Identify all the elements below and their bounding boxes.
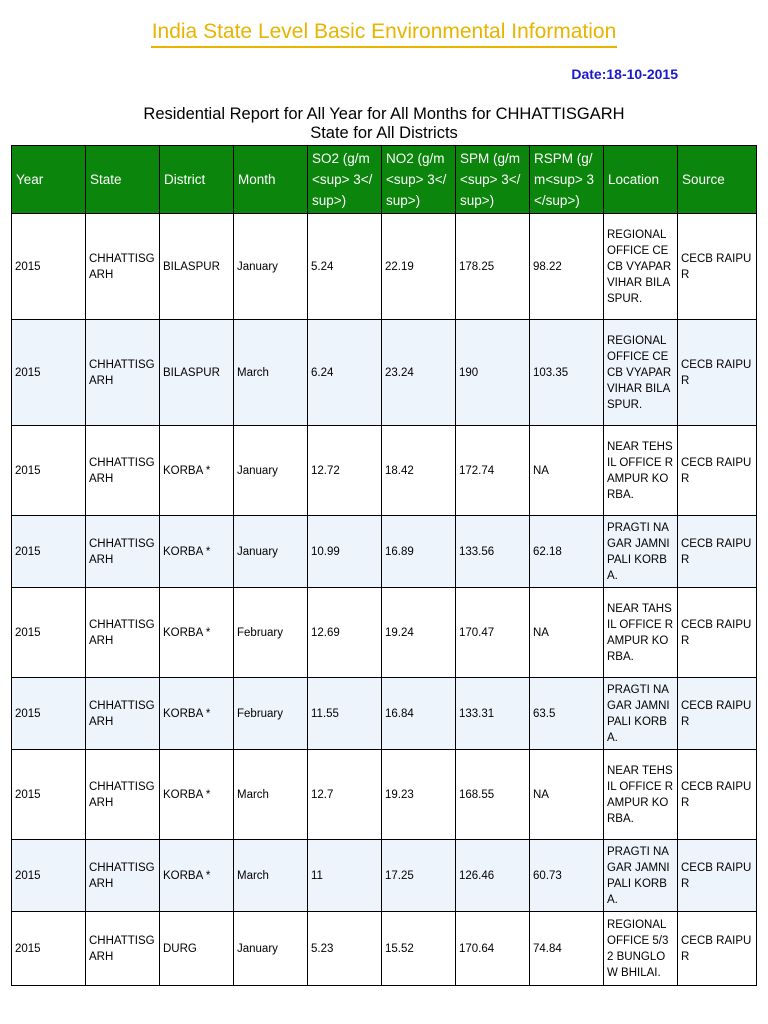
- cell-no2: 17.25: [382, 840, 456, 912]
- cell-so2: 11: [308, 840, 382, 912]
- cell-state: CHHATTISGARH: [86, 426, 160, 516]
- cell-spm: 168.55: [456, 750, 530, 840]
- cell-source: CECB RAIPUR: [678, 214, 757, 320]
- cell-year: 2015: [12, 516, 86, 588]
- cell-location: REGIONAL OFFICE 5/32 BUNGLOW BHILAI.: [604, 912, 678, 986]
- cell-month: February: [234, 588, 308, 678]
- table-row: [12, 750, 757, 840]
- cell-so2: 11.55: [308, 678, 382, 750]
- cell-rspm: 103.35: [530, 320, 604, 426]
- cell-year: 2015: [12, 840, 86, 912]
- cell-month: March: [234, 320, 308, 426]
- cell-year: 2015: [12, 912, 86, 986]
- cell-spm: 170.64: [456, 912, 530, 986]
- cell-rspm: NA: [530, 750, 604, 840]
- cell-so2: 12.69: [308, 588, 382, 678]
- cell-source: CECB RAIPUR: [678, 912, 757, 986]
- cell-month: January: [234, 426, 308, 516]
- cell-state: CHHATTISGARH: [86, 678, 160, 750]
- table-row: [12, 912, 757, 986]
- cell-year: 2015: [12, 426, 86, 516]
- cell-rspm: 98.22: [530, 214, 604, 320]
- cell-source: CECB RAIPUR: [678, 840, 757, 912]
- table-row: [12, 320, 757, 426]
- cell-district: KORBA *: [160, 750, 234, 840]
- cell-district: KORBA *: [160, 516, 234, 588]
- cell-year: 2015: [12, 750, 86, 840]
- cell-location: NEAR TAHSIL OFFICE RAMPUR KORBA.: [604, 588, 678, 678]
- subtitle-line-2: State for All Districts: [310, 124, 458, 142]
- cell-spm: 133.31: [456, 678, 530, 750]
- cell-state: CHHATTISGARH: [86, 750, 160, 840]
- cell-no2: 16.84: [382, 678, 456, 750]
- cell-state: CHHATTISGARH: [86, 840, 160, 912]
- cell-state: CHHATTISGARH: [86, 320, 160, 426]
- cell-rspm: 60.73: [530, 840, 604, 912]
- cell-no2: 23.24: [382, 320, 456, 426]
- cell-source: CECB RAIPUR: [678, 678, 757, 750]
- cell-source: CECB RAIPUR: [678, 426, 757, 516]
- cell-district: KORBA *: [160, 588, 234, 678]
- cell-state: CHHATTISGARH: [86, 912, 160, 986]
- cell-state: CHHATTISGARH: [86, 214, 160, 320]
- cell-district: KORBA *: [160, 426, 234, 516]
- report-subtitle: [0, 105, 768, 143]
- cell-year: 2015: [12, 214, 86, 320]
- col-header-year: Year: [12, 146, 86, 214]
- cell-year: 2015: [12, 320, 86, 426]
- col-header-rspm: RSPM (g/m<sup> 3</sup>): [530, 146, 604, 214]
- cell-spm: 172.74: [456, 426, 530, 516]
- col-header-district: District: [160, 146, 234, 214]
- cell-rspm: NA: [530, 426, 604, 516]
- col-header-source: Source: [678, 146, 757, 214]
- cell-location: REGIONAL OFFICE CECB VYAPAR VIHAR BILASPUR.: [604, 214, 678, 320]
- cell-so2: 12.7: [308, 750, 382, 840]
- cell-source: CECB RAIPUR: [678, 320, 757, 426]
- col-header-location: Location: [604, 146, 678, 214]
- cell-so2: 12.72: [308, 426, 382, 516]
- col-header-no2: NO2 (g/m<sup> 3</sup>): [382, 146, 456, 214]
- cell-location: PRAGTI NAGAR JAMNIPALI KORBA.: [604, 516, 678, 588]
- cell-month: March: [234, 750, 308, 840]
- cell-district: KORBA *: [160, 678, 234, 750]
- table-row: [12, 214, 757, 320]
- cell-no2: 19.23: [382, 750, 456, 840]
- col-header-so2: SO2 (g/m<sup> 3</sup>): [308, 146, 382, 214]
- report-date: Date:18-10-2015: [571, 66, 678, 82]
- cell-state: CHHATTISGARH: [86, 588, 160, 678]
- cell-state: CHHATTISGARH: [86, 516, 160, 588]
- cell-month: January: [234, 516, 308, 588]
- cell-spm: 126.46: [456, 840, 530, 912]
- cell-rspm: 74.84: [530, 912, 604, 986]
- cell-month: January: [234, 214, 308, 320]
- col-header-spm: SPM (g/m<sup> 3</sup>): [456, 146, 530, 214]
- table-row: [12, 426, 757, 516]
- cell-rspm: 63.5: [530, 678, 604, 750]
- cell-so2: 5.24: [308, 214, 382, 320]
- cell-so2: 10.99: [308, 516, 382, 588]
- cell-year: 2015: [12, 678, 86, 750]
- cell-location: NEAR TEHSIL OFFICE RAMPUR KORBA.: [604, 750, 678, 840]
- cell-district: KORBA *: [160, 840, 234, 912]
- cell-spm: 190: [456, 320, 530, 426]
- table-row: [12, 588, 757, 678]
- cell-no2: 19.24: [382, 588, 456, 678]
- cell-district: BILASPUR: [160, 214, 234, 320]
- cell-source: CECB RAIPUR: [678, 750, 757, 840]
- report-table: [11, 145, 757, 986]
- cell-rspm: 62.18: [530, 516, 604, 588]
- cell-no2: 16.89: [382, 516, 456, 588]
- cell-so2: 5.23: [308, 912, 382, 986]
- cell-location: PRAGTI NAGAR JAMNIPALI KORBA.: [604, 840, 678, 912]
- cell-rspm: NA: [530, 588, 604, 678]
- table-row: [12, 516, 757, 588]
- cell-no2: 15.52: [382, 912, 456, 986]
- cell-no2: 18.42: [382, 426, 456, 516]
- col-header-month: Month: [234, 146, 308, 214]
- table-row: [12, 678, 757, 750]
- cell-source: CECB RAIPUR: [678, 516, 757, 588]
- cell-spm: 170.47: [456, 588, 530, 678]
- cell-so2: 6.24: [308, 320, 382, 426]
- cell-district: DURG: [160, 912, 234, 986]
- cell-month: January: [234, 912, 308, 986]
- cell-month: March: [234, 840, 308, 912]
- page-title-wrap: [0, 20, 768, 48]
- col-header-state: State: [86, 146, 160, 214]
- cell-month: February: [234, 678, 308, 750]
- cell-spm: 133.56: [456, 516, 530, 588]
- subtitle-line-1: Residential Report for All Year for All Months for CHHATTISGARH: [143, 105, 625, 123]
- cell-location: NEAR TEHSIL OFFICE RAMPUR KORBA.: [604, 426, 678, 516]
- cell-location: REGIONAL OFFICE CECB VYAPAR VIHAR BILASPUR.: [604, 320, 678, 426]
- cell-location: PRAGTI NAGAR JAMNIPALI KORBA.: [604, 678, 678, 750]
- table-header-row: [12, 146, 757, 214]
- table-row: [12, 840, 757, 912]
- cell-source: CECB RAIPUR: [678, 588, 757, 678]
- page-title: India State Level Basic Environmental Information: [151, 20, 618, 48]
- cell-district: BILASPUR: [160, 320, 234, 426]
- cell-no2: 22.19: [382, 214, 456, 320]
- cell-year: 2015: [12, 588, 86, 678]
- cell-spm: 178.25: [456, 214, 530, 320]
